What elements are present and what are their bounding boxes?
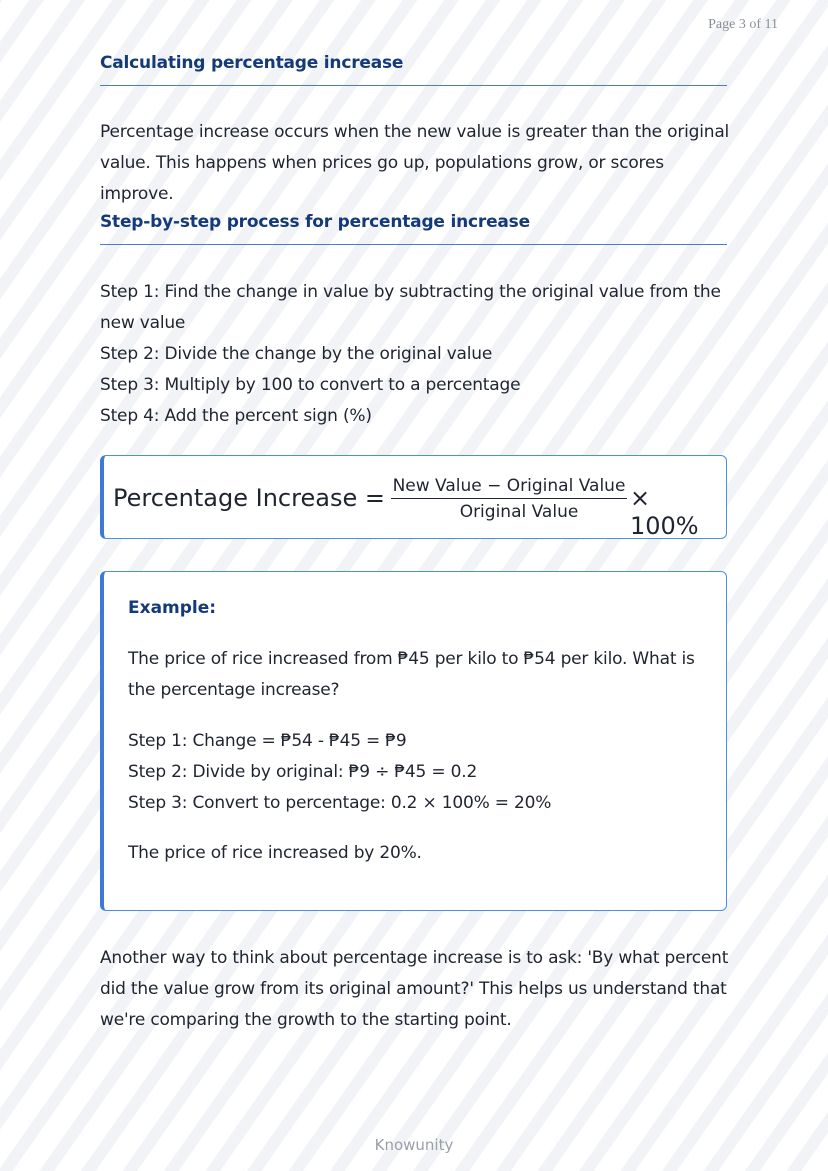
formula-denominator: Original Value bbox=[459, 502, 579, 522]
step-item: Step 4: Add the percent sign (%) bbox=[100, 406, 372, 426]
formula-fraction bbox=[391, 476, 627, 522]
formula-lhs: Percentage Increase = bbox=[113, 484, 385, 512]
example-step: Step 2: Divide by original: ₱9 ÷ ₱45 = 0.2 bbox=[128, 762, 478, 782]
example-step: Step 1: Change = ₱54 - ₱45 = ₱9 bbox=[128, 731, 407, 751]
example-question: The price of rice increased from ₱45 per kilo to ₱54 per kilo. What is the percentage increase? bbox=[128, 649, 695, 700]
outro-paragraph: Another way to think about percentage increase is to ask: 'By what percent did the value grow from its original amount?' This helps us understand that we're comparing the growth to the starting point. bbox=[100, 948, 729, 1030]
example-answer: The price of rice increased by 20%. bbox=[128, 843, 422, 863]
formula-multiplier: × 100% bbox=[630, 484, 699, 540]
step-item: Step 2: Divide the change by the original value bbox=[100, 344, 493, 364]
formula-box bbox=[100, 455, 727, 539]
footer-brand: Knowunity bbox=[374, 1136, 454, 1154]
section-heading-steps: Step-by-step process for percentage increase bbox=[100, 212, 727, 245]
steps-list bbox=[100, 277, 740, 432]
intro-paragraph: Percentage increase occurs when the new value is greater than the original value. This happens when prices go up, populations grow, or scores improve. bbox=[100, 122, 730, 204]
example-title: Example: bbox=[128, 598, 217, 618]
step-item: Step 3: Multiply by 100 to convert to a percentage bbox=[100, 375, 521, 395]
formula-numerator: New Value − Original Value bbox=[391, 476, 627, 499]
step-item: Step 1: Find the change in value by subtracting the original value from the new value bbox=[100, 282, 726, 333]
page-number: Page 3 of 11 bbox=[708, 17, 778, 32]
example-step: Step 3: Convert to percentage: 0.2 × 100% = 20% bbox=[128, 793, 552, 813]
section-heading-calculating: Calculating percentage increase bbox=[100, 53, 727, 86]
example-steps bbox=[128, 726, 708, 819]
example-box bbox=[100, 571, 727, 911]
